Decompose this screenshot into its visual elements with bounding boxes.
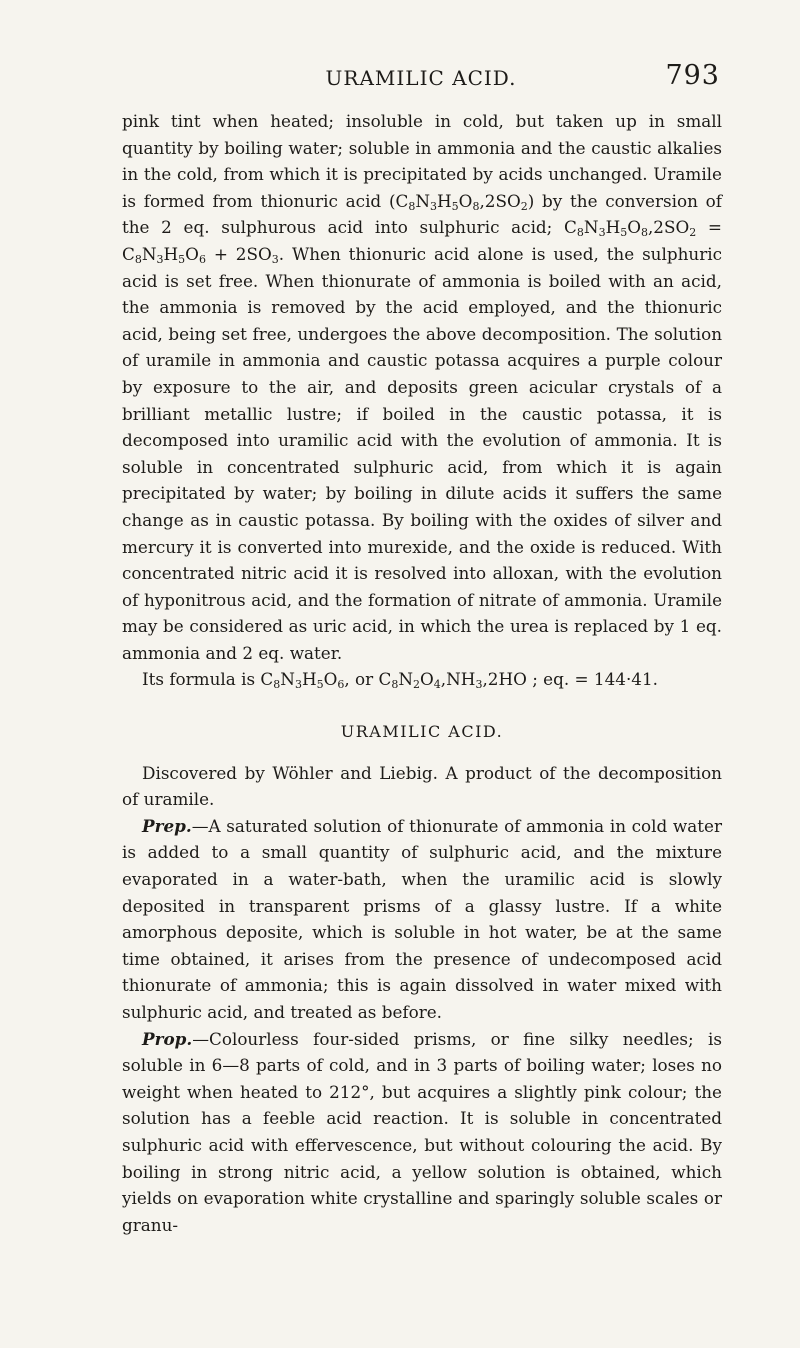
running-head bbox=[122, 62, 720, 98]
prep-label: Prep. bbox=[142, 815, 192, 836]
intro-paragraph: Discovered by Wöhler and Liebig. A product of the decomposition of uramile. bbox=[122, 762, 722, 810]
running-title: URAMILIC ACID. bbox=[325, 66, 517, 90]
body-text bbox=[122, 108, 722, 1238]
section-heading: URAMILIC ACID. bbox=[340, 722, 504, 742]
uramile-paragraph: pink tint when heated; insoluble in cold, but taken up in small quantity by boiling water; soluble in ammonia and the caustic alkalies in the cold, from which it is precipitated by acids unchanged. Uramile is formed from thionuric acid $(C_8N_3H_5O_8,2SO_2)$ by the conversion of the 2 eq. sulphurous acid into sulphuric acid; $C_8N_3H_5O_8,2SO_2 = C_8N_3H_5O_6 + 2SO_3$. When thionuric acid alone is used, the sulphuric acid is set free. When thionurate of ammonia is boiled with an acid, the ammonia is removed by the acid employed, and the thionuric acid, being set free, undergoes the above decomposition. The solution of uramile in ammonia and caustic potassa acquires a purple colour by exposure to the air, and deposits green acicular crystals of a brilliant metallic lustre; if boiled in the caustic potassa, it is decomposed into uramilic acid with the evolution of ammonia. It is soluble in concentrated sulphuric acid, from which it is again precipitated by water; by boiling in dilute acids it suffers the same change as in caustic potassa. By boiling with the oxides of silver and mercury it is converted into murexide, and the oxide is reduced. With concentrated nitric acid it is resolved into alloxan, with the evolution of hyponitrous acid, and the formation of nitrate of ammonia. Uramile may be considered as uric acid, in which the urea is replaced by 1 eq. ammonia and 2 eq. water. bbox=[122, 111, 722, 663]
formula-thionuric: $C_8N_3H_5O_8,2SO_2$ bbox=[395, 190, 528, 213]
prep-paragraph: Prep.—A saturated solution of thionurate of ammonia in cold water is added to a small quantity of sulphuric acid, and the mixture evaporated in a water-bath, when the uramilic acid is slowly deposited in transparent prisms of a glassy lustre. If a white amorphous deposite, which is soluble in hot water, be at the same time obtained, it arises from the presence of undecomposed acid thionurate of ammonia; this is again dissolved in water mixed with sulphuric acid, and treated as before. bbox=[122, 815, 722, 1022]
prop-paragraph: Prop.—Colourless four-sided prisms, or fine silky needles; is soluble in 6—8 parts of cold, and in 3 parts of boiling water; loses no weight when heated to 212°, but acquires a slightly pink colour; the solution has a feeble acid reaction. It is soluble in concentrated sulphuric acid with effervescence, but without colouring the acid. By boiling in strong nitric acid, a yellow solution is obtained, which yields on evaporation white crystalline and sparingly soluble scales or granu- bbox=[122, 1028, 722, 1235]
formula-uramile-rhs: $C_8N_3H_5O_6$ bbox=[122, 243, 206, 266]
formula-uramile: $C_8N_3H_5O_6$ bbox=[260, 669, 345, 692]
page-number: 793 bbox=[665, 60, 720, 91]
uramile-formula-paragraph: Its formula is $C_8N_3H_5O_6$, or $C_8N_2O_4,NH_3,2HO$ ; eq. = 144·41. bbox=[142, 669, 658, 692]
formula-uramile-alt: $C_8N_2O_4,NH_3,2HO$ bbox=[378, 669, 527, 692]
prop-label: Prop. bbox=[142, 1028, 193, 1049]
formula-thionuric-eq: $C_8N_3H_5O_8,2SO_2$ = bbox=[564, 217, 722, 240]
